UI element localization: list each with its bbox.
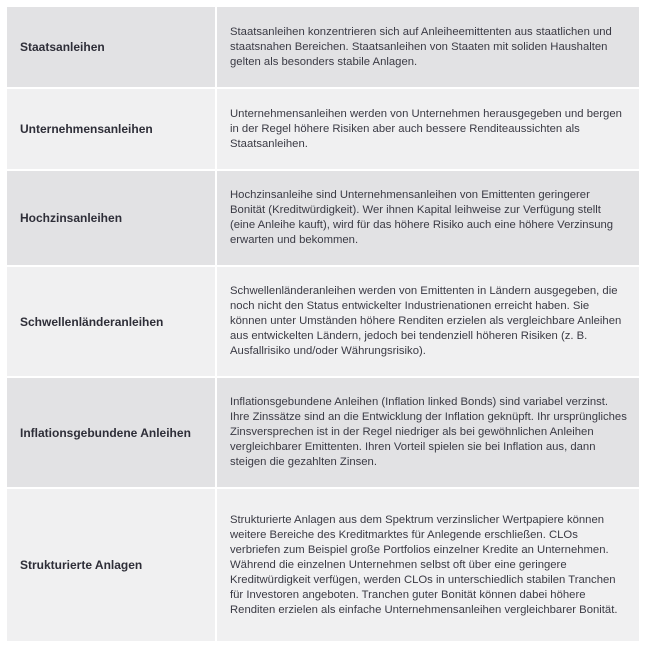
table-row [7, 378, 639, 487]
row-term: Inflationsgebundene Anleihen [7, 378, 215, 487]
row-term: Unternehmensanleihen [7, 89, 215, 169]
row-term: Strukturierte Anlagen [7, 489, 215, 641]
row-description [217, 171, 639, 265]
row-description [217, 7, 639, 87]
row-description-text: Strukturierte Anlagen aus dem Spektrum verzinslicher Wertpapiere können weitere Bereiche des Kreditmarktes für Anlegende erschließen. CLOs verbriefen zum Beispiel große Portfolios einzelner Kredite an Unternehmen. Während die einzelnen Unternehmen selbst oft über eine geringere Kreditwürdigkeit verfügen, werden CLOs in unterschiedlich stabilen Tranchen für Investoren angeboten. Tranchen guter Bonität können dabei höhere Renditen erzielen als einfache Unternehmensanleihen vergleichbarer Bonität. [230, 513, 618, 616]
table-row [7, 89, 639, 169]
row-description [217, 489, 639, 641]
row-description [217, 378, 639, 487]
row-description [217, 89, 639, 169]
row-description-text: Hochzinsanleihe sind Unternehmensanleihen von Emittenten geringerer Bonität (Kreditwürdigkeit). Wer ihnen Kapital leihweise zur Verfügung stellt (eine Anleihe kauft), wird für das höhere Risiko auch eine höhere Verzinsung erwarten und bekommen. [230, 189, 614, 246]
row-term: Staatsanleihen [7, 7, 215, 87]
table-row [7, 7, 639, 87]
row-description-text: Staatsanleihen konzentrieren sich auf Anleiheemittenten aus staatlichen und staatsnahen Bereichen. Staatsanleihen von Staaten mit soliden Haushalten gelten als besonders stabile Anlagen. [230, 25, 612, 68]
table-row [7, 489, 639, 641]
table-row [7, 267, 639, 376]
row-description-text: Unternehmensanleihen werden von Unternehmen herausgegeben und bergen in der Regel höhere Risiken aber auch bessere Renditeaussichten als Staatsanleihen. [230, 107, 622, 150]
row-description-text: Inflationsgebundene Anleihen (Inflation linked Bonds) sind variabel verzinst. Ihre Zinssätze sind an die Entwicklung der Inflation geknüpft. Ihr ursprüngliches Zinsversprechen ist in der Regel niedriger als bei gewöhnlichen Anleihen vergleichbarer Emittenten. Ihren Vorteil spielen sie bei Inflation aus, dann steigen die gezahlten Zinsen. [230, 396, 627, 468]
row-description [217, 267, 639, 376]
row-description-text: Schwellenländeranleihen werden von Emittenten in Ländern ausgegeben, die noch nicht den Status entwickelter Industrienationen erreicht haben. Sie können unter Umständen höhere Renditen erzielen als vergleichbare Anleihen aus entwickelten Ländern, jedoch bei tendenziell höheren Risiken (z. B. Ausfallrisiko und/oder Währungsrisiko). [230, 285, 622, 357]
row-term: Schwellenländeranleihen [7, 267, 215, 376]
row-term: Hochzinsanleihen [7, 171, 215, 265]
bond-types-table [7, 7, 639, 643]
table-row [7, 171, 639, 265]
